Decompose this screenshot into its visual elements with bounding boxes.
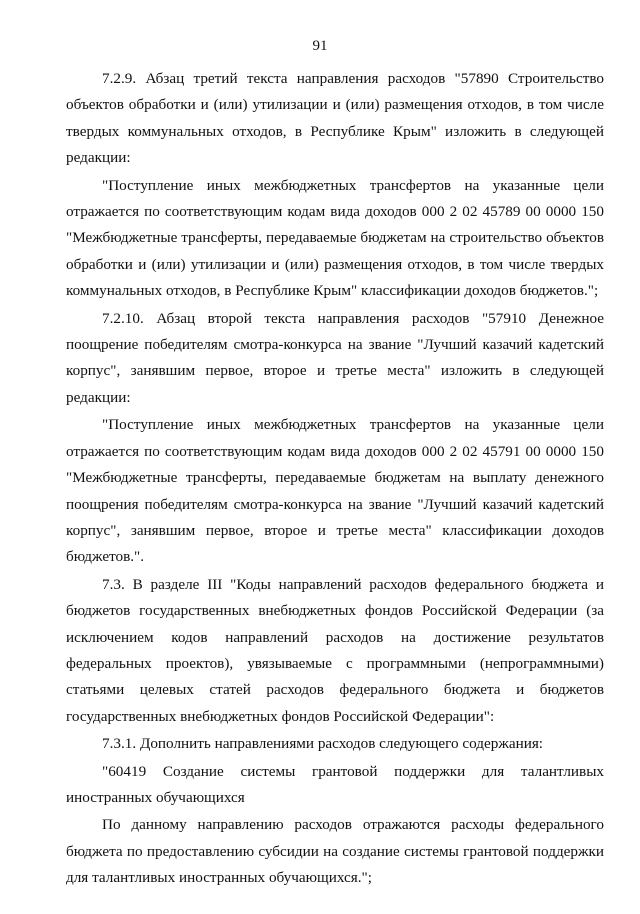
- paragraph-60419-title: "60419 Создание системы грантовой поддержки для талантливых иностранных обучающихся: [66, 762, 604, 806]
- paragraph-7-2-10: 7.2.10. Абзац второй текста направления расходов "57910 Денежное поощрение победителям смотра-конкурса на звание "Лучший казачий кадетский корпус", занявшим первое, второе и третье места" изложить в следующей редакции:: [66, 309, 604, 406]
- paragraph-7-2-10-quote: "Поступление иных межбюджетных трансфертов на указанные цели отражается по соответствующим кодам вида доходов 000 2 02 45791 00 0000 150 "Межбюджетные трансферты, передаваемые бюджетам на выплату денежного поощрения победителям смотра-конкурса на звание "Лучший казачий кадетский корпус", занявшим первое, второе и третье места" классификации доходов бюджетов.".: [66, 416, 604, 566]
- page-number: 91: [312, 38, 328, 54]
- document-body: [66, 66, 604, 892]
- paragraph-7-2-9: 7.2.9. Абзац третий текста направления расходов "57890 Строительство объектов обработки и (или) утилизации и (или) размещения отходов, в том числе твердых коммунальных отходов, в Республике Крым" изложить в следующей редакции:: [66, 70, 604, 167]
- paragraph-7-3-1: 7.3.1. Дополнить направлениями расходов следующего содержания:: [102, 735, 544, 753]
- paragraph-60419-description: По данному направлению расходов отражаются расходы федерального бюджета по предоставлению субсидии на создание системы грантовой поддержки для талантливых иностранных обучающихся.";: [66, 816, 604, 887]
- paragraph-7-2-9-quote: "Поступление иных межбюджетных трансфертов на указанные цели отражается по соответствующим кодам вида доходов 000 2 02 45789 00 0000 150 "Межбюджетные трансферты, передаваемые бюджетам на строительство объектов обработки и (или) утилизации и (или) размещения отходов, в том числе твердых коммунальных отходов, в Республике Крым" классификации доходов бюджетов.";: [66, 176, 604, 300]
- paragraph-7-3: 7.3. В разделе III "Коды направлений расходов федерального бюджета и бюджетов государственных внебюджетных фондов Российской Федерации (за исключением кодов направлений расходов на достижение результатов федеральных проектов), увязываемые с программными (непрограммными) статьями целевых статей расходов федерального бюджета и бюджетов государственных внебюджетных фондов Российской Федерации":: [66, 575, 604, 725]
